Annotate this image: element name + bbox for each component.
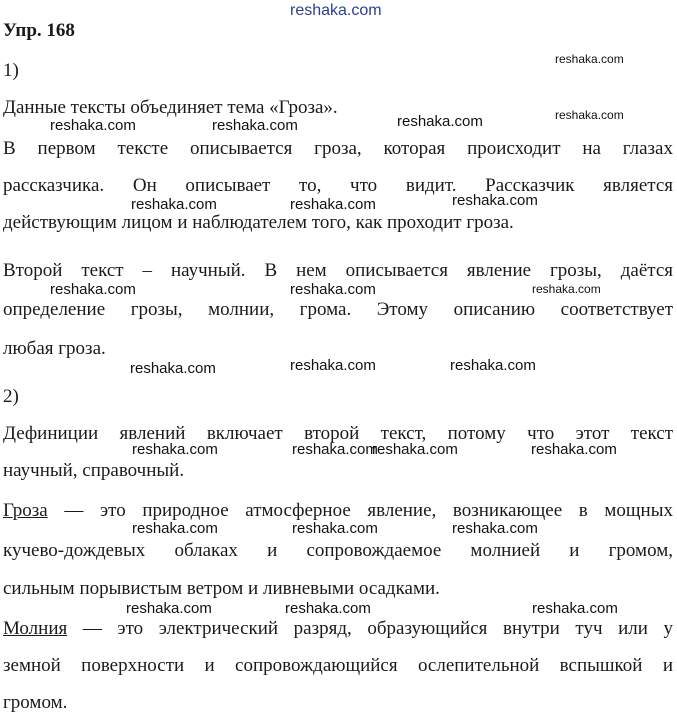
- part1-line: действующим лицом и наблюдателем того, как проходит гроза.: [3, 212, 514, 233]
- watermark: reshaka.com: [372, 441, 458, 458]
- part1-line: Второй текст – научный. В нем описывается явление грозы, даётся: [3, 260, 673, 281]
- term-groza: Гроза: [3, 500, 48, 521]
- watermark: reshaka.com: [292, 520, 378, 537]
- watermark: reshaka.com: [290, 196, 376, 213]
- watermark: reshaka.com: [126, 600, 212, 617]
- watermark: reshaka.com: [531, 441, 617, 458]
- definition-line: земной поверхности и сопровождающийся ослепительной вспышкой и: [3, 655, 673, 676]
- watermark: reshaka.com: [130, 360, 216, 377]
- watermark: reshaka.com: [50, 117, 136, 134]
- watermark: reshaka.com: [452, 192, 538, 209]
- definition-line: кучево-дождевых облаках и сопровождаемое молнией и громом,: [3, 540, 673, 561]
- definition-groza: [3, 500, 673, 522]
- part1-line: определение грозы, молнии, грома. Этому описанию соответствует: [3, 299, 673, 320]
- watermark: reshaka.com: [290, 281, 376, 298]
- definition-text: — это электрический разряд, образующийся внутри туч или у: [67, 618, 673, 639]
- watermark: reshaka.com: [532, 600, 618, 617]
- part1-line: рассказчика. Он описывает то, что видит. Рассказчик является: [3, 175, 673, 196]
- part2-line: научный, справочный.: [3, 460, 185, 481]
- term-molniya: Молния: [3, 618, 68, 639]
- definition-line: громом.: [3, 692, 68, 713]
- watermark: reshaka.com: [555, 108, 624, 122]
- watermark: reshaka.com: [50, 281, 136, 298]
- part1-line: Данные тексты объединяет тема «Гроза».: [3, 97, 338, 118]
- part1-line: В первом тексте описывается гроза, которая происходит на глазах: [3, 138, 673, 159]
- watermark: reshaka.com: [132, 441, 218, 458]
- watermark: reshaka.com: [292, 441, 378, 458]
- watermark: reshaka.com: [290, 357, 376, 374]
- part2-number: 2): [3, 386, 19, 407]
- exercise-title: Упр. 168: [3, 20, 75, 41]
- watermark: reshaka.com: [132, 520, 218, 537]
- watermark: reshaka.com: [212, 117, 298, 134]
- part1-line: любая гроза.: [3, 338, 106, 359]
- watermark: reshaka.com: [532, 282, 601, 296]
- watermark: reshaka.com: [285, 600, 371, 617]
- watermark: reshaka.com: [397, 113, 483, 130]
- definition-line: сильным порывистым ветром и ливневыми осадками.: [3, 578, 440, 599]
- watermark: reshaka.com: [450, 357, 536, 374]
- part2-line: Дефиниции явлений включает второй текст, потому что этот текст: [3, 423, 673, 444]
- watermark: reshaka.com: [452, 520, 538, 537]
- part1-number: 1): [3, 60, 19, 81]
- watermark: reshaka.com: [131, 196, 217, 213]
- definition-molniya: [3, 618, 673, 640]
- watermark: reshaka.com: [555, 52, 624, 66]
- watermark: reshaka.com: [290, 2, 382, 19]
- definition-text: — это природное атмосферное явление, возникающее в мощных: [47, 500, 673, 521]
